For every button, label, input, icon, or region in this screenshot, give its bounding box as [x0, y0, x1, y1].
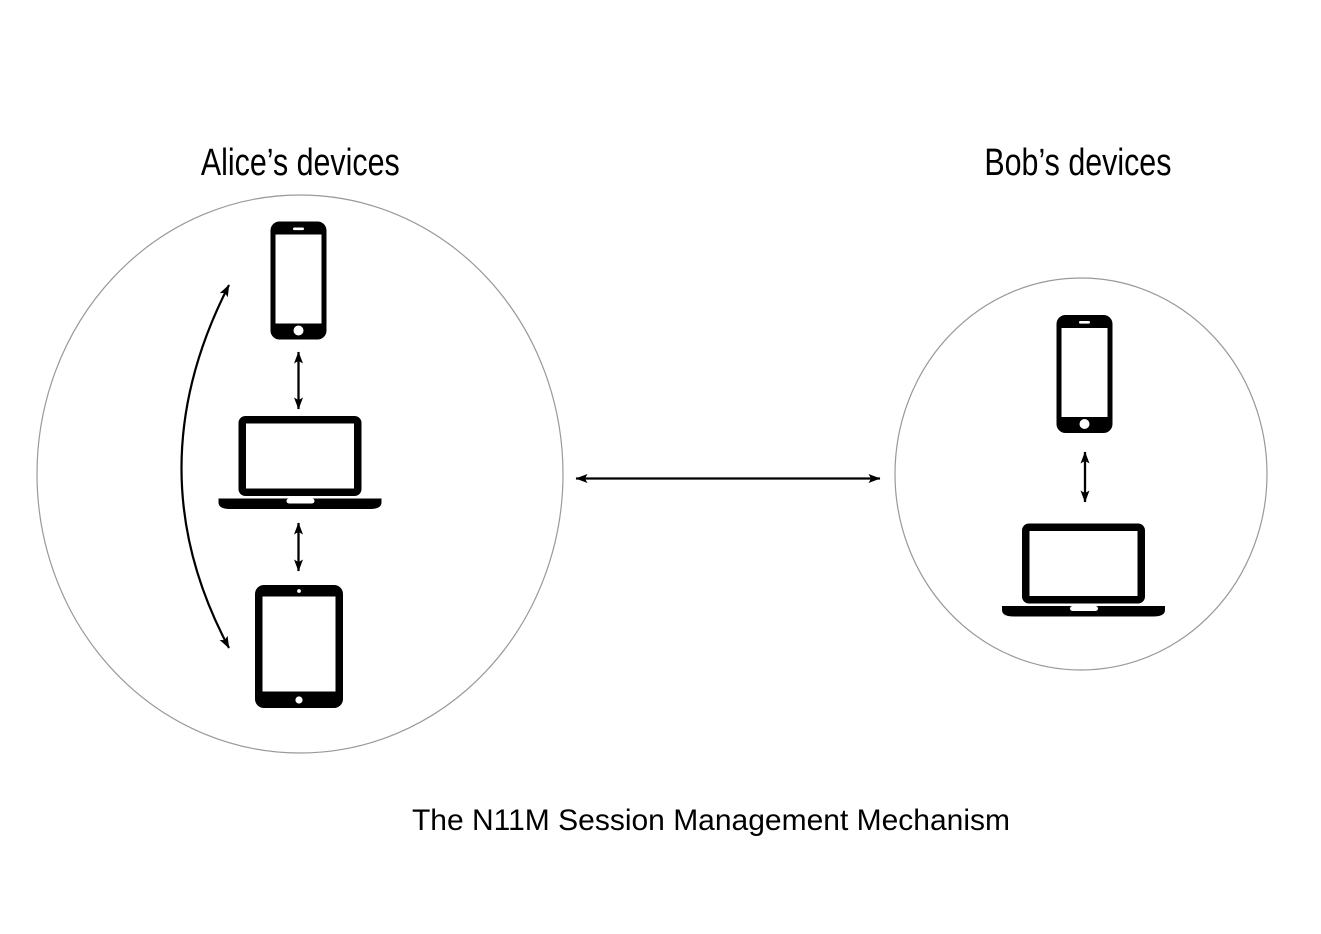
- alice-smartphone-icon: [271, 222, 327, 340]
- bob-group-label: Bob’s devices: [984, 142, 1172, 184]
- alice-phone-tablet-curved-arrow: [182, 285, 230, 648]
- alice-group-label: Alice’s devices: [200, 142, 400, 184]
- bob-laptop-icon: [1002, 524, 1165, 617]
- alice-laptop-icon: [219, 416, 382, 509]
- diagram-title: The N11M Session Management Mechanism: [411, 804, 1011, 837]
- bob-smartphone-icon: [1057, 315, 1113, 433]
- alice-tablet-icon: [255, 585, 343, 708]
